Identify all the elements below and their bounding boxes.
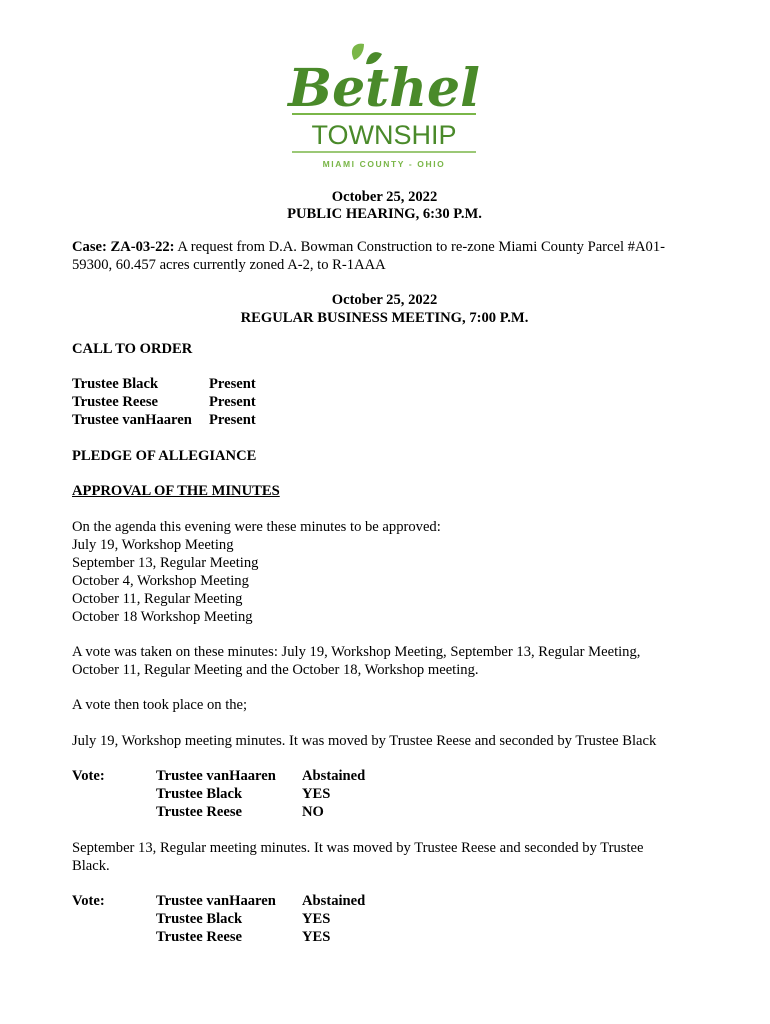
case-line-2: 59300, 60.457 acres currently zoned A-2, to R-1AAA xyxy=(72,257,386,273)
tagline: MIAMI COUNTY - OHIO xyxy=(322,159,446,169)
meeting-date: October 25, 2022 xyxy=(331,292,438,308)
approval-intro: On the agenda this evening were these minutes to be approved: xyxy=(72,519,441,535)
vote-name: Trustee vanHaaren xyxy=(156,893,276,909)
roll-name: Trustee vanHaaren xyxy=(72,412,192,428)
hearing-title: PUBLIC HEARING, 6:30 P.M. xyxy=(287,206,482,222)
vote-value: Abstained xyxy=(302,768,366,784)
meeting-title: REGULAR BUSINESS MEETING, 7:00 P.M. xyxy=(240,310,529,326)
hearing-date: October 25, 2022 xyxy=(331,189,438,205)
vote-block-2 xyxy=(72,892,697,946)
vote-label: Vote: xyxy=(72,768,105,784)
roll-call xyxy=(72,375,697,429)
vote-row xyxy=(72,803,697,821)
vote-then-text: A vote then took place on the; xyxy=(72,697,248,713)
vote-summary-line-1: A vote was taken on these minutes: July 19, Workshop Meeting, September 13, Regular Meeting, xyxy=(72,644,641,660)
vote-value: Abstained xyxy=(302,893,366,909)
vote-name: Trustee Reese xyxy=(156,929,243,945)
vote-value: YES xyxy=(302,929,331,945)
vote-row xyxy=(72,928,697,946)
approval-list xyxy=(72,518,697,626)
roll-status: Present xyxy=(209,376,256,392)
list-item: October 18 Workshop Meeting xyxy=(72,609,253,625)
case-label: Case: ZA-03-22: xyxy=(72,239,175,255)
vote-name: Trustee Black xyxy=(156,911,243,927)
roll-name: Trustee Reese xyxy=(72,394,159,410)
vote-value: NO xyxy=(302,804,324,820)
july-motion-text: July 19, Workshop meeting minutes. It was moved by Trustee Reese and seconded by Trustee Black xyxy=(72,733,657,749)
brand-word: TOWNSHIP xyxy=(311,120,457,150)
vote-row xyxy=(72,910,697,928)
vote-name: Trustee Black xyxy=(156,786,243,802)
roll-row xyxy=(72,375,697,393)
case-paragraph xyxy=(72,238,697,274)
sept-motion-text xyxy=(72,839,697,875)
roll-row xyxy=(72,411,697,429)
vote-value: YES xyxy=(302,786,331,802)
case-line-1: A request from D.A. Bowman Construction to re-zone Miami County Parcel #A01- xyxy=(174,239,665,255)
vote-name: Trustee vanHaaren xyxy=(156,768,276,784)
pledge-heading: PLEDGE OF ALLEGIANCE xyxy=(72,448,257,464)
vote-name: Trustee Reese xyxy=(156,804,243,820)
list-item: October 11, Regular Meeting xyxy=(72,591,243,607)
vote-summary-line-2: October 11, Regular Meeting and the October 18, Workshop meeting. xyxy=(72,662,479,678)
vote-row xyxy=(72,892,697,910)
bethel-township-logo xyxy=(284,40,484,172)
vote-label: Vote: xyxy=(72,893,105,909)
roll-status: Present xyxy=(209,412,256,428)
roll-name: Trustee Black xyxy=(72,376,159,392)
sept-motion-line-1: September 13, Regular meeting minutes. It was moved by Trustee Reese and seconded by Trustee xyxy=(72,840,644,856)
call-to-order-heading: CALL TO ORDER xyxy=(72,341,193,357)
approval-heading: APPROVAL OF THE MINUTES xyxy=(72,483,280,499)
brand-script: Bethel xyxy=(288,58,480,119)
sept-motion-line-2: Black. xyxy=(72,858,110,874)
list-item: October 4, Workshop Meeting xyxy=(72,573,249,589)
roll-status: Present xyxy=(209,394,256,410)
roll-row xyxy=(72,393,697,411)
list-item: July 19, Workshop Meeting xyxy=(72,537,234,553)
vote-block-1 xyxy=(72,767,697,821)
vote-row xyxy=(72,767,697,785)
vote-summary xyxy=(72,643,697,679)
list-item: September 13, Regular Meeting xyxy=(72,555,259,571)
vote-row xyxy=(72,785,697,803)
vote-value: YES xyxy=(302,911,331,927)
